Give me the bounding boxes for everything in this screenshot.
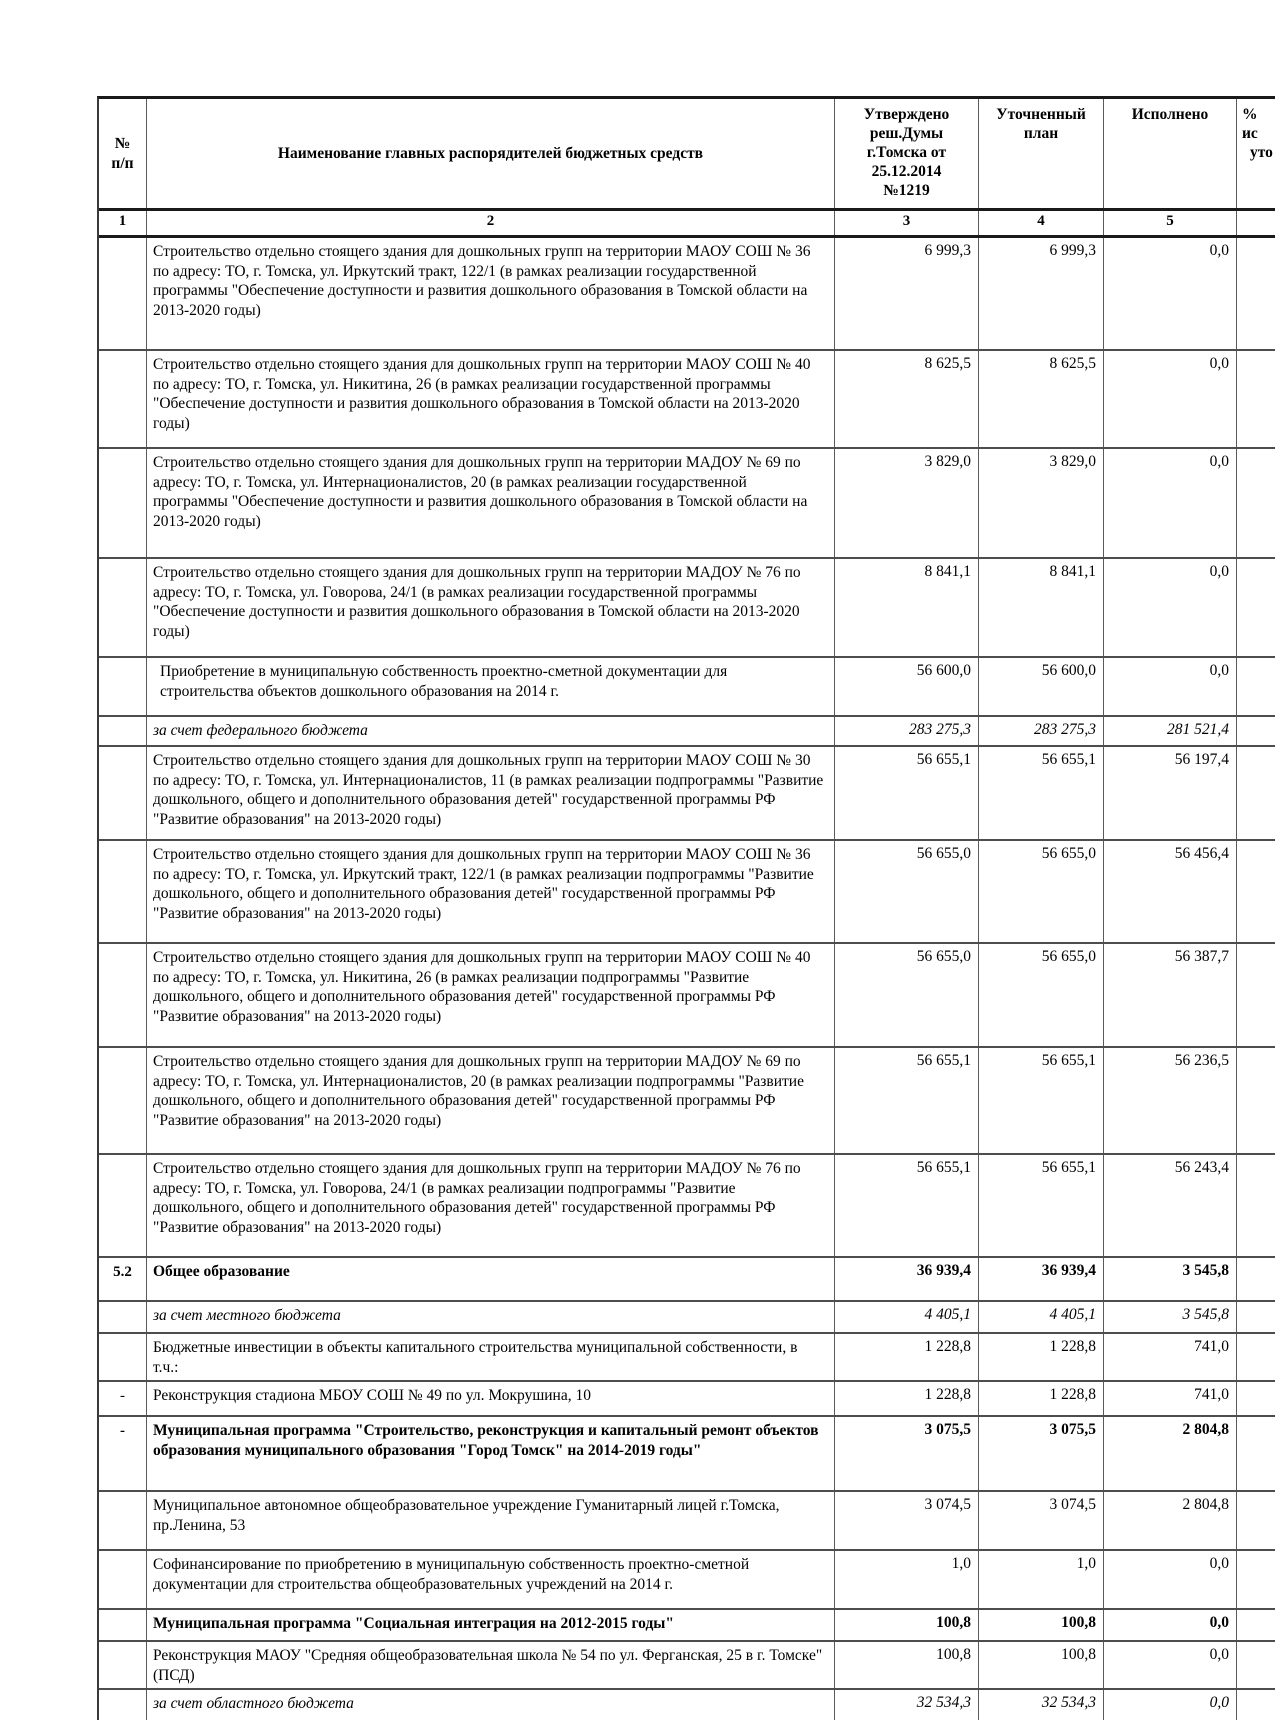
colnum-5: 5 xyxy=(1104,211,1237,235)
row-number xyxy=(99,1690,147,1720)
row-number xyxy=(99,1302,147,1332)
row-plan-value: 8 625,5 xyxy=(979,351,1104,447)
row-number xyxy=(99,841,147,942)
table-row xyxy=(99,1415,1275,1490)
row-approved-value: 3 829,0 xyxy=(835,449,979,557)
table-row xyxy=(99,447,1275,557)
row-percent-value-clipped xyxy=(1237,1610,1275,1640)
row-percent-value-clipped xyxy=(1237,1155,1275,1256)
row-percent-value-clipped xyxy=(1237,1417,1275,1490)
row-name: Реконструкция МАОУ "Средняя общеобразовательная школа № 54 по ул. Ферганская, 25 в г. Томске" (ПСД) xyxy=(147,1642,835,1688)
row-name: Строительство отдельно стоящего здания для дошкольных групп на территории МАОУ СОШ № 36 по адресу: ТО, г. Томска, ул. Иркутский тракт, 122/1 (в рамках реализации подпрограммы "Развитие дошкольного, общего и дополнительного образования детей" государственной программы РФ "Развитие образования" на 2013-2020 годы) xyxy=(147,841,835,942)
row-name: Строительство отдельно стоящего здания для дошкольных групп на территории МАДОУ № 69 по адресу: ТО, г. Томска, ул. Интернационалистов, 20 (в рамках реализации подпрограммы "Развитие дошкольного, общего и дополнительного образования детей" государственной программы РФ "Развитие образования" на 2013-2020 годы) xyxy=(147,1048,835,1153)
header-num-line2: п/п xyxy=(111,154,134,172)
row-name: Строительство отдельно стоящего здания для дошкольных групп на территории МАДОУ № 76 по адресу: ТО, г. Томска, ул. Говорова, 24/1 (в рамках реализации государственной программы "Обеспечение доступности и развития дошкольного образования в Томской области на 2013-2020 годы) xyxy=(147,559,835,656)
table-row xyxy=(99,839,1275,942)
row-plan-value: 56 655,1 xyxy=(979,1048,1104,1153)
row-percent-value-clipped xyxy=(1237,1492,1275,1549)
row-number: 5.2 xyxy=(99,1258,147,1300)
table-row xyxy=(99,557,1275,656)
table-row xyxy=(99,656,1275,715)
table-row xyxy=(99,1549,1275,1608)
table-row xyxy=(99,715,1275,745)
row-percent-value-clipped xyxy=(1237,1642,1275,1688)
row-executed-value: 0,0 xyxy=(1104,1610,1237,1640)
row-name: Муниципальная программа "Социальная интеграция на 2012-2015 годы" xyxy=(147,1610,835,1640)
header-approved-line1: Утверждено xyxy=(863,106,950,123)
row-percent-value-clipped xyxy=(1237,1690,1275,1720)
row-approved-value: 283 275,3 xyxy=(835,717,979,745)
row-percent-value-clipped xyxy=(1237,351,1275,447)
row-number xyxy=(99,747,147,839)
header-cell-executed xyxy=(1104,99,1237,208)
header-name-label: Наименование главных распорядителей бюджетных средств xyxy=(277,144,704,162)
row-approved-value: 56 600,0 xyxy=(835,658,979,715)
row-percent-value-clipped xyxy=(1237,1302,1275,1332)
row-approved-value: 100,8 xyxy=(835,1610,979,1640)
row-plan-value: 56 600,0 xyxy=(979,658,1104,715)
row-plan-value: 4 405,1 xyxy=(979,1302,1104,1332)
row-name: Софинансирование по приобретению в муниципальную собственность проектно-сметной документации для строительства общеобразовательных учреждений на 2014 г. xyxy=(147,1551,835,1608)
row-approved-value: 1,0 xyxy=(835,1551,979,1608)
row-executed-value: 741,0 xyxy=(1104,1382,1237,1415)
row-executed-value: 56 197,4 xyxy=(1104,747,1237,839)
row-number: - xyxy=(99,1417,147,1490)
row-executed-value: 3 545,8 xyxy=(1104,1302,1237,1332)
row-plan-value: 3 829,0 xyxy=(979,449,1104,557)
row-name: Реконструкция стадиона МБОУ СОШ № 49 по ул. Мокрушина, 10 xyxy=(147,1382,835,1415)
table-row xyxy=(99,1490,1275,1549)
header-approved-line3: г.Томска от xyxy=(866,144,947,161)
row-approved-value: 56 655,0 xyxy=(835,841,979,942)
table-row xyxy=(99,1608,1275,1640)
header-percent-line1: % ис xyxy=(1242,106,1258,142)
row-approved-value: 56 655,1 xyxy=(835,1048,979,1153)
row-number xyxy=(99,559,147,656)
header-plan-line1: Уточненный xyxy=(996,106,1086,123)
row-name: Строительство отдельно стоящего здания для дошкольных групп на территории МАОУ СОШ № 30 по адресу: ТО, г. Томска, ул. Интернационалистов, 11 (в рамках реализации подпрограммы "Развитие дошкольного, общего и дополнительного образования детей" государственной программы РФ "Развитие образования" на 2013-2020 годы) xyxy=(147,747,835,839)
row-name: Муниципальная программа "Строительство, реконструкция и капитальный ремонт объектов образования муниципального образования "Город Томск" на 2014-2019 годы" xyxy=(147,1417,835,1490)
row-approved-value: 56 655,1 xyxy=(835,1155,979,1256)
header-cell-plan xyxy=(979,99,1104,208)
header-cell-approved xyxy=(835,99,979,208)
row-percent-value-clipped xyxy=(1237,717,1275,745)
row-plan-value: 6 999,3 xyxy=(979,238,1104,349)
colnum-1: 1 xyxy=(99,211,147,235)
table-row xyxy=(99,1256,1275,1300)
row-name: за счет федерального бюджета xyxy=(147,717,835,745)
header-percent-line2: уто xyxy=(1250,144,1273,161)
row-number xyxy=(99,238,147,349)
row-executed-value: 56 243,4 xyxy=(1104,1155,1237,1256)
row-number xyxy=(99,1334,147,1380)
header-num-line1: № xyxy=(114,134,131,152)
row-number xyxy=(99,944,147,1046)
colnum-3: 3 xyxy=(835,211,979,235)
table-row xyxy=(99,1153,1275,1256)
table-body xyxy=(99,238,1275,1720)
header-cell-row-number xyxy=(99,99,147,208)
row-executed-value: 0,0 xyxy=(1104,1690,1237,1720)
budget-table xyxy=(97,96,1275,1720)
row-executed-value: 741,0 xyxy=(1104,1334,1237,1380)
row-number xyxy=(99,1642,147,1688)
row-number xyxy=(99,717,147,745)
row-executed-value: 2 804,8 xyxy=(1104,1417,1237,1490)
row-approved-value: 1 228,8 xyxy=(835,1334,979,1380)
row-approved-value: 32 534,3 xyxy=(835,1690,979,1720)
row-percent-value-clipped xyxy=(1237,658,1275,715)
row-executed-value: 0,0 xyxy=(1104,1642,1237,1688)
table-row xyxy=(99,1046,1275,1153)
colnum-2: 2 xyxy=(147,211,835,235)
row-percent-value-clipped xyxy=(1237,238,1275,349)
header-plan-line2: план xyxy=(1023,125,1059,142)
table-row xyxy=(99,349,1275,447)
row-executed-value: 0,0 xyxy=(1104,449,1237,557)
table-row xyxy=(99,238,1275,349)
row-name: Строительство отдельно стоящего здания для дошкольных групп на территории МАОУ СОШ № 40 по адресу: ТО, г. Томска, ул. Никитина, 26 (в рамках реализации подпрограммы "Развитие дошкольного, общего и дополнительного образования детей" государственной программы РФ "Развитие образования" на 2013-2020 годы) xyxy=(147,944,835,1046)
row-plan-value: 56 655,1 xyxy=(979,1155,1104,1256)
row-approved-value: 8 841,1 xyxy=(835,559,979,656)
row-plan-value: 3 074,5 xyxy=(979,1492,1104,1549)
row-number xyxy=(99,351,147,447)
row-approved-value: 8 625,5 xyxy=(835,351,979,447)
table-row xyxy=(99,1688,1275,1720)
row-percent-value-clipped xyxy=(1237,1258,1275,1300)
row-name: Строительство отдельно стоящего здания для дошкольных групп на территории МАОУ СОШ № 40 по адресу: ТО, г. Томска, ул. Никитина, 26 (в рамках реализации государственной программы "Обеспечение доступности и развития дошкольного образования в Томской области на 2013-2020 годы) xyxy=(147,351,835,447)
row-name: Строительство отдельно стоящего здания для дошкольных групп на территории МАДОУ № 69 по адресу: ТО, г. Томска, ул. Интернационалистов, 20 (в рамках реализации государственной программы "Обеспечение доступности и развития дошкольного образования в Томской области на 2013-2020 годы) xyxy=(147,449,835,557)
table-row xyxy=(99,1380,1275,1415)
table-row xyxy=(99,745,1275,839)
row-approved-value: 3 074,5 xyxy=(835,1492,979,1549)
row-number xyxy=(99,658,147,715)
row-executed-value: 0,0 xyxy=(1104,238,1237,349)
row-percent-value-clipped xyxy=(1237,1048,1275,1153)
row-number xyxy=(99,1492,147,1549)
table-row xyxy=(99,1300,1275,1332)
colnum-4: 4 xyxy=(979,211,1104,235)
row-percent-value-clipped xyxy=(1237,449,1275,557)
row-approved-value: 36 939,4 xyxy=(835,1258,979,1300)
row-plan-value: 283 275,3 xyxy=(979,717,1104,745)
header-executed-label: Исполнено xyxy=(1131,106,1209,123)
row-percent-value-clipped xyxy=(1237,1334,1275,1380)
row-plan-value: 3 075,5 xyxy=(979,1417,1104,1490)
row-name: Строительство отдельно стоящего здания для дошкольных групп на территории МАДОУ № 76 по адресу: ТО, г. Томска, ул. Говорова, 24/1 (в рамках реализации подпрограммы "Развитие дошкольного, общего и дополнительного образования детей" государственной программы РФ "Развитие образования" на 2013-2020 годы) xyxy=(147,1155,835,1256)
header-approved-line4: 25.12.2014 xyxy=(871,163,942,180)
row-percent-value-clipped xyxy=(1237,1551,1275,1608)
row-plan-value: 56 655,0 xyxy=(979,944,1104,1046)
row-number xyxy=(99,1048,147,1153)
row-plan-value: 8 841,1 xyxy=(979,559,1104,656)
row-name: Бюджетные инвестиции в объекты капитального строительства муниципальной собственности, в т.ч.: xyxy=(147,1334,835,1380)
row-executed-value: 3 545,8 xyxy=(1104,1258,1237,1300)
row-plan-value: 100,8 xyxy=(979,1610,1104,1640)
table-header-row xyxy=(99,99,1275,208)
table-row xyxy=(99,1640,1275,1688)
table-row xyxy=(99,1332,1275,1380)
row-plan-value: 1 228,8 xyxy=(979,1334,1104,1380)
header-approved-line5: №1219 xyxy=(883,182,930,199)
row-plan-value: 32 534,3 xyxy=(979,1690,1104,1720)
row-approved-value: 56 655,0 xyxy=(835,944,979,1046)
row-name: за счет местного бюджета xyxy=(147,1302,835,1332)
row-executed-value: 0,0 xyxy=(1104,351,1237,447)
column-number-row xyxy=(99,208,1275,238)
table-row xyxy=(99,942,1275,1046)
header-cell-percent xyxy=(1237,99,1275,208)
row-plan-value: 1 228,8 xyxy=(979,1382,1104,1415)
row-name: Муниципальное автономное общеобразовательное учреждение Гуманитарный лицей г.Томска, пр.Ленина, 53 xyxy=(147,1492,835,1549)
row-name: Приобретение в муниципальную собственность проектно-сметной документации для строительства объектов дошкольного образования на 2014 г. xyxy=(147,658,835,715)
row-approved-value: 100,8 xyxy=(835,1642,979,1688)
row-percent-value-clipped xyxy=(1237,747,1275,839)
colnum-6-clipped xyxy=(1237,211,1275,235)
row-approved-value: 4 405,1 xyxy=(835,1302,979,1332)
row-percent-value-clipped xyxy=(1237,944,1275,1046)
row-plan-value: 56 655,0 xyxy=(979,841,1104,942)
header-approved-line2: реш.Думы xyxy=(869,125,944,142)
row-name: Общее образование xyxy=(147,1258,835,1300)
row-executed-value: 56 387,7 xyxy=(1104,944,1237,1046)
row-executed-value: 281 521,4 xyxy=(1104,717,1237,745)
row-name: за счет областного бюджета xyxy=(147,1690,835,1720)
row-executed-value: 0,0 xyxy=(1104,1551,1237,1608)
row-number xyxy=(99,1155,147,1256)
row-approved-value: 56 655,1 xyxy=(835,747,979,839)
row-executed-value: 56 456,4 xyxy=(1104,841,1237,942)
row-percent-value-clipped xyxy=(1237,1382,1275,1415)
row-approved-value: 6 999,3 xyxy=(835,238,979,349)
row-plan-value: 1,0 xyxy=(979,1551,1104,1608)
row-percent-value-clipped xyxy=(1237,559,1275,656)
row-percent-value-clipped xyxy=(1237,841,1275,942)
row-number xyxy=(99,1610,147,1640)
row-executed-value: 56 236,5 xyxy=(1104,1048,1237,1153)
row-approved-value: 3 075,5 xyxy=(835,1417,979,1490)
row-executed-value: 0,0 xyxy=(1104,559,1237,656)
row-approved-value: 1 228,8 xyxy=(835,1382,979,1415)
row-name: Строительство отдельно стоящего здания для дошкольных групп на территории МАОУ СОШ № 36 по адресу: ТО, г. Томска, ул. Иркутский тракт, 122/1 (в рамках реализации государственной программы "Обеспечение доступности и развития дошкольного образования в Томской области на 2013-2020 годы) xyxy=(147,238,835,349)
row-plan-value: 100,8 xyxy=(979,1642,1104,1688)
row-number: - xyxy=(99,1382,147,1415)
row-executed-value: 0,0 xyxy=(1104,658,1237,715)
header-cell-name xyxy=(147,99,835,208)
row-plan-value: 36 939,4 xyxy=(979,1258,1104,1300)
row-executed-value: 2 804,8 xyxy=(1104,1492,1237,1549)
row-number xyxy=(99,449,147,557)
row-plan-value: 56 655,1 xyxy=(979,747,1104,839)
row-number xyxy=(99,1551,147,1608)
